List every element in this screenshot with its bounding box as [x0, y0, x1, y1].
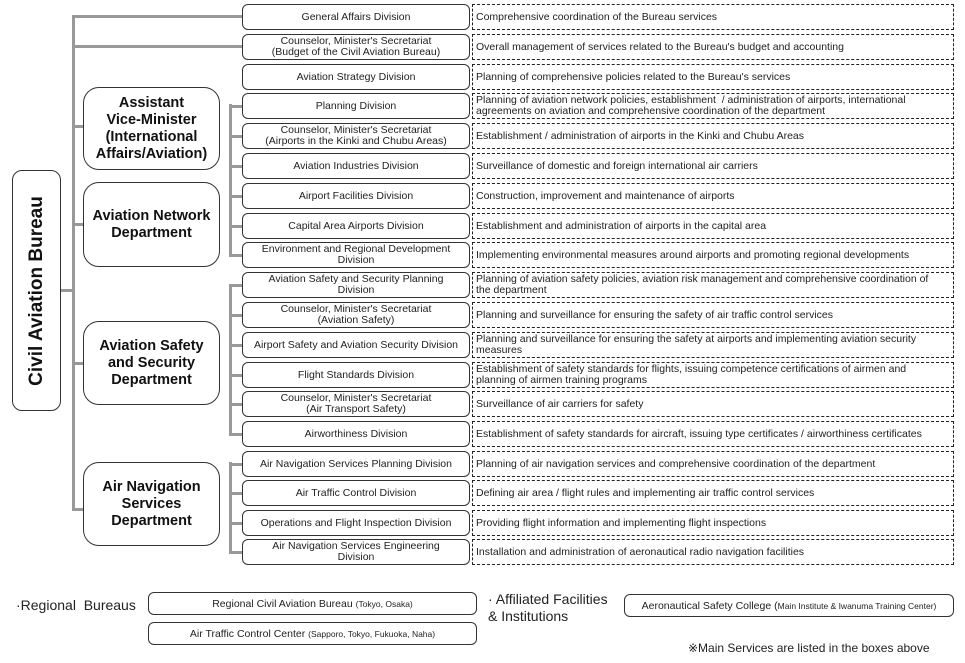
division-description: Construction, improvement and maintenance of airports	[476, 189, 735, 202]
division-description: Overall management of services related to the Bureau's budget and accounting	[476, 40, 844, 53]
division-box	[242, 34, 470, 60]
division-box	[242, 332, 470, 358]
air-traffic-control-center-box	[148, 622, 477, 645]
division-description-box	[472, 272, 954, 298]
main-trunk-line	[72, 15, 75, 511]
division-description: Installation and administration of aeronautical radio navigation facilities	[476, 545, 805, 558]
regional-bureau-name: Regional Civil Aviation Bureau	[212, 597, 356, 610]
division-description: Establishment and administration of airports in the capital area	[476, 219, 767, 232]
division-description: Planning of comprehensive policies related to the Bureau's services	[476, 70, 791, 83]
dept-label-line: (International	[105, 128, 198, 145]
division-description-box	[472, 391, 954, 417]
dept-label-line: Department	[111, 512, 192, 529]
division-name: (Air Transport Safety)	[306, 403, 406, 415]
dept-label-line: and Security	[107, 354, 196, 371]
division-description: Implementing environmental measures around airports and promoting regional developments	[476, 248, 910, 261]
division-description: Planning of aviation network policies, establishment / administration of airports, international	[476, 94, 906, 106]
division-name: (Aviation Safety)	[317, 314, 395, 326]
dept-label-line: Air Navigation	[102, 478, 201, 495]
bureau-title: Civil Aviation Bureau	[25, 195, 47, 386]
civil-aviation-bureau-box	[12, 170, 61, 411]
division-description-box	[472, 510, 954, 536]
division-box	[242, 272, 470, 298]
dept-air-navigation-services	[83, 462, 220, 546]
division-box	[242, 362, 470, 388]
division-description-box	[472, 480, 954, 506]
ans-subtrunk-line	[229, 462, 232, 552]
division-box	[242, 451, 470, 477]
division-connector-stub	[229, 225, 243, 228]
regional-civil-aviation-bureau-box	[148, 592, 477, 615]
division-description: agreements on aviation and comprehensive coordination of the department	[476, 105, 826, 117]
division-description: Comprehensive coordination of the Bureau services	[476, 10, 718, 23]
branch-line-bureau	[60, 289, 74, 292]
division-connector-stub	[229, 433, 243, 436]
division-name: Aviation Industries Division	[293, 159, 419, 172]
division-name: Counselor, Minister's Secretariat	[280, 35, 432, 47]
division-description-box	[472, 64, 954, 90]
division-description: Planning and surveillance for ensuring the safety at airports and implementing aviation security	[476, 333, 917, 345]
dept-label-line: Affairs/Aviation)	[95, 145, 208, 162]
division-description: Defining air area / flight rules and implementing air traffic control services	[476, 486, 815, 499]
division-connector-stub	[229, 403, 243, 406]
division-box	[242, 123, 470, 149]
division-name: Air Traffic Control Division	[295, 486, 417, 499]
division-connector-stub	[229, 135, 243, 138]
division-description: planning of airmen training programs	[476, 374, 648, 386]
division-description: the department	[476, 284, 547, 296]
division-connector-stub	[229, 165, 243, 168]
dept-label-line: Services	[121, 495, 182, 512]
division-name: Airworthiness Division	[304, 427, 408, 440]
division-description: Providing flight information and implementing flight inspections	[476, 516, 767, 529]
branch-line-general-affairs	[72, 15, 243, 18]
division-connector-stub	[229, 463, 243, 466]
division-connector-stub	[229, 551, 243, 554]
footnote: ※Main Services are listed in the boxes above	[688, 641, 930, 655]
division-name: Capital Area Airports Division	[288, 219, 424, 232]
division-name: Division	[337, 284, 375, 296]
division-name: Airport Facilities Division	[298, 189, 414, 202]
division-box	[242, 480, 470, 506]
division-connector-stub	[229, 195, 243, 198]
division-description: Surveillance of domestic and foreign international air carriers	[476, 159, 758, 172]
division-name: Counselor, Minister's Secretariat	[280, 303, 432, 315]
dept-label-line: Department	[111, 371, 192, 388]
affiliated-label-line: · Affiliated Facilities	[488, 591, 608, 607]
division-name: Division	[337, 254, 375, 266]
division-description: Establishment of safety standards for aircraft, issuing type certificates / airworthiness certificates	[476, 427, 922, 440]
division-name: Division	[337, 551, 375, 563]
division-name: Planning Division	[315, 99, 397, 112]
division-description-box	[472, 93, 954, 119]
dept-aviation-network	[83, 182, 220, 267]
regional-bureau-locations: (Tokyo, Osaka)	[355, 598, 413, 609]
division-description: Surveillance of air carriers for safety	[476, 397, 644, 410]
division-description-box	[472, 362, 954, 388]
division-name: Aviation Strategy Division	[296, 70, 416, 83]
division-description-box	[472, 421, 954, 447]
atc-center-name: Air Traffic Control Center	[189, 627, 309, 640]
division-description: Establishment / administration of airports in the Kinki and Chubu Areas	[476, 129, 805, 142]
division-box	[242, 302, 470, 328]
dept-aviation-safety-security	[83, 321, 220, 405]
dept-label-line: Vice-Minister	[106, 111, 197, 128]
branch-line-budget-counselor	[72, 45, 243, 48]
division-name: Aviation Safety and Security Planning	[268, 273, 444, 285]
division-name: Counselor, Minister's Secretariat	[280, 392, 432, 404]
division-name: (Airports in the Kinki and Chubu Areas)	[265, 135, 447, 147]
division-box	[242, 242, 470, 268]
network-subtrunk-line	[229, 104, 232, 256]
division-box	[242, 539, 470, 565]
division-description-box	[472, 213, 954, 239]
division-name: General Affairs Division	[301, 10, 411, 23]
dept-label-line: Aviation Safety	[99, 337, 204, 354]
division-connector-stub	[229, 522, 243, 525]
division-description: Planning and surveillance for ensuring the safety of air traffic control services	[476, 308, 833, 321]
division-description-box	[472, 123, 954, 149]
dept-label-line: Aviation Network	[92, 207, 211, 224]
division-name: Flight Standards Division	[297, 368, 415, 381]
division-box	[242, 213, 470, 239]
affiliated-facilities-label	[488, 591, 608, 625]
division-description-box	[472, 302, 954, 328]
division-description: Establishment of safety standards for flights, issuing competence certifications of airmen and	[476, 363, 907, 375]
division-description-box	[472, 153, 954, 179]
division-description-box	[472, 183, 954, 209]
division-description: Planning of air navigation services and comprehensive coordination of the department	[476, 457, 876, 470]
division-name: (Budget of the Civil Aviation Bureau)	[271, 46, 441, 58]
division-box	[242, 153, 470, 179]
division-box	[242, 510, 470, 536]
division-description-box	[472, 332, 954, 358]
aeronautical-safety-college-box	[624, 594, 954, 617]
atc-center-locations: (Sapporo, Tokyo, Fukuoka, Naha)	[308, 628, 436, 639]
division-box	[242, 183, 470, 209]
college-campuses: Main Institute & Iwanuma Training Center)	[777, 600, 937, 611]
division-description-box	[472, 539, 954, 565]
division-connector-stub	[229, 492, 243, 495]
division-name: Air Navigation Services Planning Division	[259, 457, 452, 470]
college-name: Aeronautical Safety College (	[641, 599, 778, 612]
division-description-box	[472, 451, 954, 477]
division-name: Airport Safety and Aviation Security Division	[253, 338, 459, 351]
dept-assistant-vice-minister	[83, 87, 220, 170]
division-description-box	[472, 34, 954, 60]
dept-label-line: Assistant	[118, 94, 185, 111]
division-box	[242, 4, 470, 30]
division-name: Air Navigation Services Engineering	[272, 540, 440, 552]
regional-bureaus-label: ·Regional Bureaus	[16, 597, 136, 613]
division-name: Environment and Regional Development	[261, 243, 451, 255]
division-connector-stub	[229, 344, 243, 347]
division-description-box	[472, 242, 954, 268]
division-connector-stub	[229, 314, 243, 317]
affiliated-label-line: & Institutions	[488, 608, 569, 624]
division-description: measures	[476, 344, 523, 356]
division-box	[242, 93, 470, 119]
division-connector-stub	[229, 284, 243, 287]
division-box	[242, 64, 470, 90]
division-name: Counselor, Minister's Secretariat	[280, 124, 432, 136]
division-connector-stub	[229, 374, 243, 377]
safety-subtrunk-line	[229, 284, 232, 433]
division-connector-stub	[229, 105, 243, 108]
division-connector-stub	[229, 254, 243, 257]
division-description: Planning of aviation safety policies, aviation risk management and comprehensive coordination of	[476, 273, 929, 285]
division-box	[242, 391, 470, 417]
division-description-box	[472, 4, 954, 30]
division-name: Operations and Flight Inspection Division	[260, 516, 452, 529]
dept-label-line: Department	[111, 224, 192, 241]
division-box	[242, 421, 470, 447]
